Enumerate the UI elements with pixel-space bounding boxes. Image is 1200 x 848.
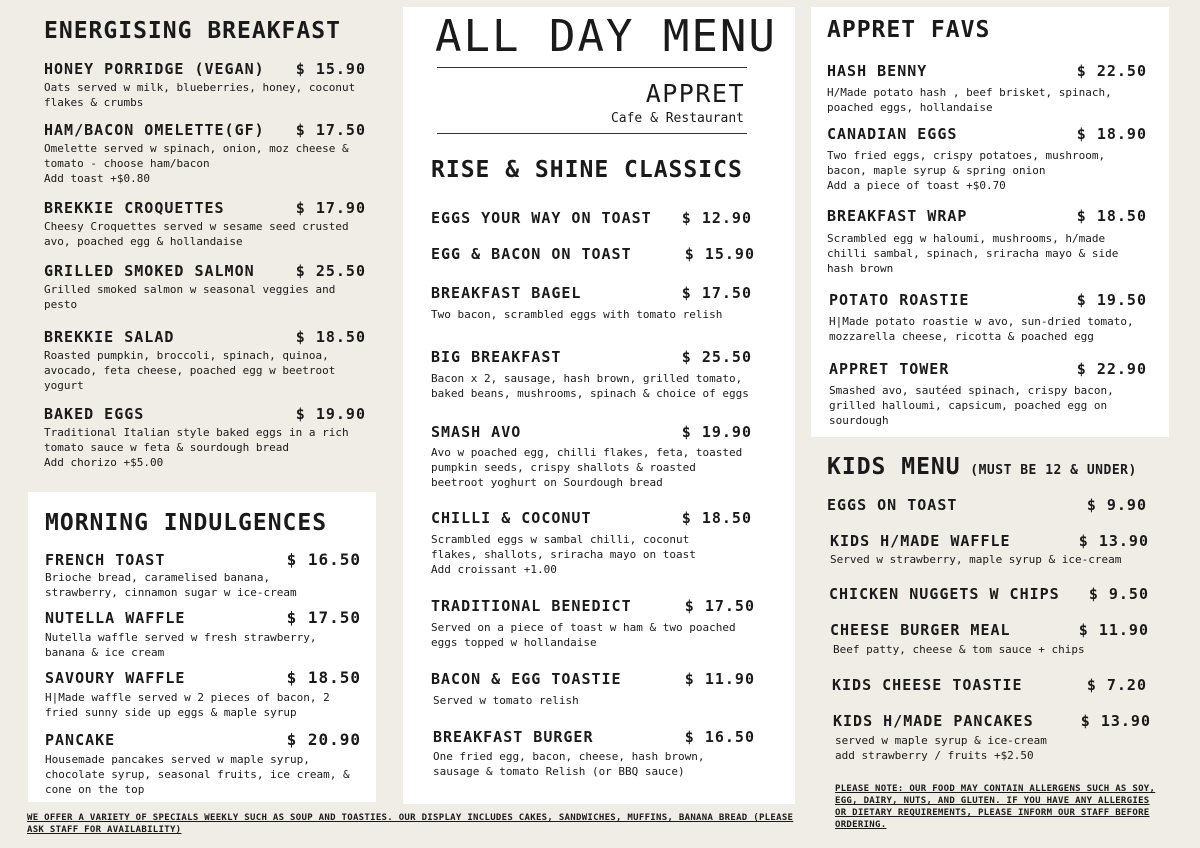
item-name: CANADIAN EGGS: [827, 125, 958, 143]
kids-subtitle: (MUST BE 12 & UNDER): [970, 463, 1137, 478]
item-price: $ 22.90: [1076, 360, 1147, 378]
item-name: APPRET TOWER: [829, 360, 950, 378]
item-price: $ 15.90: [295, 60, 366, 78]
kids-section: [827, 450, 1151, 780]
item-price: $ 9.90: [1086, 496, 1147, 514]
menu-item: [827, 532, 1151, 567]
menu-item: [827, 291, 1147, 344]
item-description: Served w tomato relish: [433, 694, 579, 707]
menu-item: [827, 207, 1147, 276]
menu-item: [431, 284, 752, 322]
item-description: Traditional Italian style baked eggs in a rich tomato sauce w feta & sourdough bread Add chorizo +$5.00: [44, 426, 349, 469]
menu-item: [431, 509, 752, 577]
menu-item: [827, 585, 1151, 603]
item-name: BREAKFAST BURGER: [433, 728, 594, 746]
menu-item: [827, 676, 1151, 694]
item-name: EGGS YOUR WAY ON TOAST: [431, 209, 652, 227]
item-name: CHILLI & COCONUT: [431, 509, 592, 527]
item-description: Cheesy Croquettes served w sesame seed crusted avo, poached egg & hollandaise: [44, 220, 349, 248]
item-price: $ 18.50: [681, 509, 752, 527]
menu-item: [44, 405, 366, 470]
item-name: SMASH AVO: [431, 423, 522, 441]
item-description: Scrambled egg w haloumi, mushrooms, h/made chilli sambal, spinach, sriracha mayo & side hash brown: [827, 232, 1119, 275]
menu-item: [431, 348, 752, 401]
menu-item: [44, 262, 366, 312]
item-description: Housemade pancakes served w maple syrup, chocolate syrup, seasonal fruits, ice cream, & cone on the top: [45, 753, 350, 796]
menu-item: [45, 668, 361, 720]
item-price: $ 9.50: [1088, 585, 1149, 603]
item-name: GRILLED SMOKED SALMON: [44, 262, 255, 280]
menu-item: [827, 621, 1151, 657]
item-price: $ 17.90: [295, 199, 366, 217]
menu-item: [45, 608, 361, 660]
item-description: Grilled smoked salmon w seasonal veggies and pesto: [44, 283, 336, 311]
menu-item: [44, 328, 366, 393]
menu-item: [44, 199, 366, 249]
item-price: $ 7.20: [1086, 676, 1147, 694]
item-name: BREAKFAST WRAP: [827, 207, 968, 225]
item-price: $ 20.90: [286, 730, 361, 749]
favs-title: APPRET FAVS: [827, 17, 991, 43]
section-title: RISE & SHINE CLASSICS: [431, 157, 743, 183]
item-price: $ 22.50: [1076, 62, 1147, 80]
item-name: PANCAKE: [45, 731, 116, 749]
item-price: $ 25.50: [681, 348, 752, 366]
specials-note: WE OFFER A VARIETY OF SPECIALS WEEKLY SUCH AS SOUP AND TOASTIES. OUR DISPLAY INCLUDES CAKES, SANDWICHES, MUFFINS, BANANA BREAD (PLEASE ASK STAFF FOR AVAILABILITY): [27, 813, 794, 835]
item-name: EGGS ON TOAST: [827, 496, 958, 514]
item-price: $ 19.90: [681, 423, 752, 441]
kids-title-row: [827, 454, 1137, 480]
item-name: HAM/BACON OMELETTE(GF): [44, 121, 265, 139]
menu-item: [431, 597, 755, 650]
item-description: Roasted pumpkin, broccoli, spinach, quinoa, avocado, feta cheese, poached egg w beetroot yogurt: [44, 349, 336, 392]
menu-item: [45, 730, 361, 797]
item-price: $ 18.90: [1076, 125, 1147, 143]
item-name: BACON & EGG TOASTIE: [431, 670, 622, 688]
menu-item: [827, 712, 1151, 763]
item-name: HONEY PORRIDGE (VEGAN): [44, 60, 265, 78]
item-price: $ 17.50: [681, 284, 752, 302]
item-name: TRADITIONAL BENEDICT: [431, 597, 632, 615]
menu-item: [45, 550, 361, 600]
item-price: $ 19.90: [295, 405, 366, 423]
brand-name: APPRET: [645, 79, 745, 108]
item-price: $ 11.90: [1078, 621, 1149, 639]
item-name: FRENCH TOAST: [45, 551, 166, 569]
item-name: POTATO ROASTIE: [829, 291, 970, 309]
item-name: CHICKEN NUGGETS W CHIPS: [829, 585, 1060, 603]
item-description: Oats served w milk, blueberries, honey, coconut flakes & crumbs: [44, 81, 356, 109]
item-description: Served on a piece of toast w ham & two poached eggs topped w hollandaise: [431, 621, 736, 649]
item-description: Bacon x 2, sausage, hash brown, grilled tomato, baked beans, mushrooms, spinach & choice of eggs: [431, 372, 749, 400]
item-name: HASH BENNY: [827, 62, 928, 80]
item-price: $ 18.50: [295, 328, 366, 346]
item-name: EGG & BACON ON TOAST: [431, 245, 632, 263]
item-price: $ 11.90: [684, 670, 755, 688]
item-name: KIDS CHEESE TOASTIE: [832, 676, 1023, 694]
item-description: Two fried eggs, crispy potatoes, mushroom, bacon, maple syrup & spring onion Add a piece of toast +$0.70: [827, 149, 1106, 192]
item-description: H/Made potato hash , beef brisket, spinach, poached eggs, hollandaise: [827, 86, 1112, 114]
item-price: $ 16.50: [684, 728, 755, 746]
menu-item: [827, 496, 1151, 514]
menu-item: [44, 60, 366, 110]
item-name: NUTELLA WAFFLE: [45, 609, 186, 627]
item-price: $ 17.50: [286, 608, 361, 627]
allergen-note: PLEASE NOTE: OUR FOOD MAY CONTAIN ALLERGENS SUCH AS SOY, EGG, DAIRY, NUTS, AND GLUTEN. IF YOU HAVE ANY ALLERGIES OR DIETARY REQUIREMENTS, PLEASE INFORM OUR STAFF BEFORE ORDERING.: [835, 784, 1156, 830]
item-price: $ 15.90: [684, 245, 755, 263]
menu-item: [431, 245, 755, 263]
brand-tagline: Cafe & Restaurant: [610, 111, 744, 126]
item-description: Two bacon, scrambled eggs with tomato relish: [431, 308, 723, 321]
favs-card: [811, 7, 1169, 437]
item-name: CHEESE BURGER MEAL: [830, 621, 1011, 639]
menu-item: [827, 125, 1147, 193]
item-name: BREKKIE CROQUETTES: [44, 199, 225, 217]
menu-item: [44, 121, 366, 186]
menu-title: ALL DAY MENU: [435, 11, 777, 62]
item-description: One fried egg, bacon, cheese, hash brown, sausage & tomato Relish (or BBQ sauce): [433, 750, 705, 778]
item-description: Smashed avo, sautéed spinach, crispy bacon, grilled halloumi, capsicum, poached egg on sourdough: [829, 384, 1114, 427]
item-description: Avo w poached egg, chilli flakes, feta, toasted pumpkin seeds, crispy shallots & roasted beetroot yoghurt on Sourdough bread: [431, 446, 743, 489]
breakfast-title: ENERGISING BREAKFAST: [44, 18, 341, 44]
item-price: $ 18.50: [1076, 207, 1147, 225]
item-name: BAKED EGGS: [44, 405, 145, 423]
item-price: $ 13.90: [1080, 712, 1151, 730]
item-price: $ 19.50: [1076, 291, 1147, 309]
item-description: served w maple syrup & ice-cream add strawberry / fruits +$2.50: [835, 734, 1047, 762]
item-name: BIG BREAKFAST: [431, 348, 562, 366]
menu-item: [431, 670, 755, 708]
item-name: BREAKFAST BAGEL: [431, 284, 582, 302]
breakfast-section: [44, 14, 366, 484]
item-description: H|Made potato roastie w avo, sun-dried tomato, mozzarella cheese, ricotta & poached egg: [829, 315, 1134, 343]
item-description: Omelette served w spinach, onion, moz cheese & tomato - choose ham/bacon Add toast +$0.80: [44, 142, 349, 185]
menu-item: [827, 360, 1147, 428]
kids-title: KIDS MENU: [827, 454, 961, 480]
menu-item: [431, 209, 752, 227]
item-description: Nutella waffle served w fresh strawberry, banana & ice cream: [45, 631, 317, 659]
item-name: SAVOURY WAFFLE: [45, 669, 186, 687]
menu-item: [827, 62, 1147, 115]
item-description: Beef patty, cheese & tom sauce + chips: [833, 643, 1085, 656]
item-price: $ 13.90: [1078, 532, 1149, 550]
item-price: $ 16.50: [286, 550, 361, 569]
item-name: KIDS H/MADE PANCAKES: [833, 712, 1034, 730]
all-day-menu-card: [403, 7, 795, 804]
item-description: Scrambled eggs w sambal chilli, coconut flakes, shallots, sriracha mayo on toast Add croissant +1.00: [431, 533, 696, 576]
item-price: $ 17.50: [684, 597, 755, 615]
menu-item: [431, 728, 755, 779]
item-name: KIDS H/MADE WAFFLE: [830, 532, 1011, 550]
menu-item: [431, 423, 752, 490]
item-price: $ 18.50: [286, 668, 361, 687]
indulgences-title: MORNING INDULGENCES: [45, 510, 328, 536]
item-description: Brioche bread, caramelised banana, strawberry, cinnamon sugar w ice-cream: [45, 571, 297, 599]
item-price: $ 12.90: [681, 209, 752, 227]
item-description: H|Made waffle served w 2 pieces of bacon, 2 fried sunny side up eggs & maple syrup: [45, 691, 330, 719]
indulgences-card: [28, 492, 376, 802]
item-description: Served w strawberry, maple syrup & ice-cream: [830, 553, 1122, 566]
item-name: BREKKIE SALAD: [44, 328, 175, 346]
item-price: $ 17.50: [295, 121, 366, 139]
item-price: $ 25.50: [295, 262, 366, 280]
